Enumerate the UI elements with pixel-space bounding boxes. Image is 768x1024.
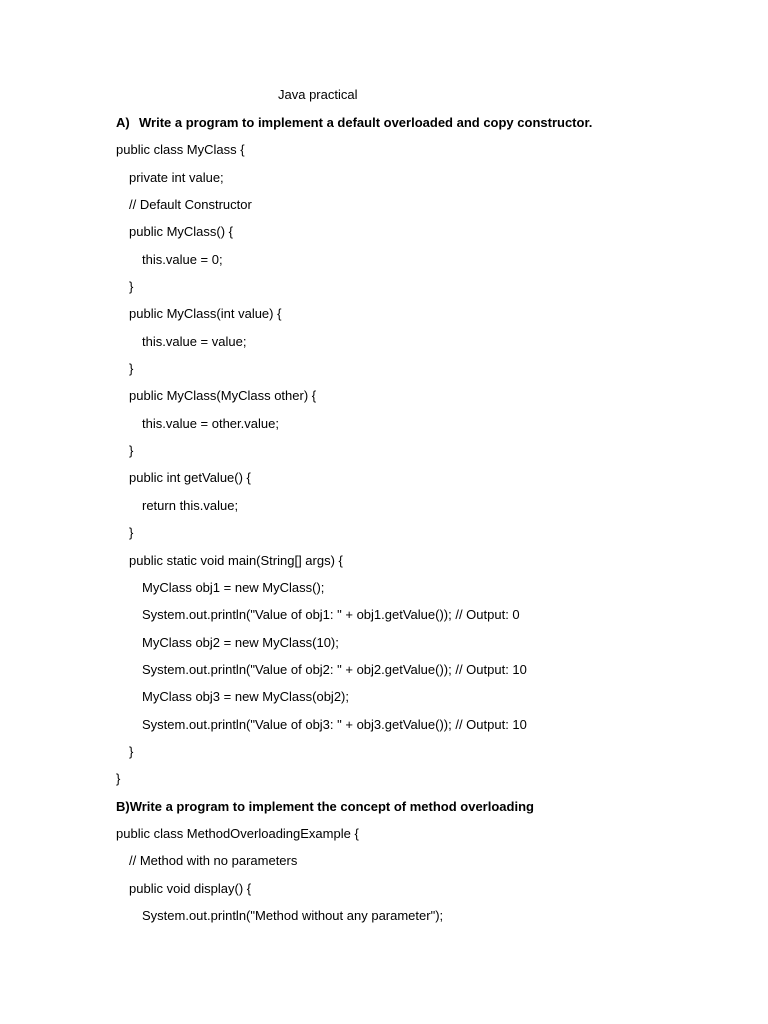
line-text: System.out.println("Value of obj3: " + obj3.getValue()); // Output: 10	[142, 716, 527, 732]
line-text: return this.value;	[142, 497, 239, 513]
section-heading	[116, 115, 756, 142]
code-line	[116, 881, 756, 908]
code-line	[116, 334, 756, 361]
code-line	[116, 224, 756, 251]
line-text: // Method with no parameters	[129, 853, 298, 869]
line-text: B)Write a program to implement the concept of method overloading	[116, 798, 534, 814]
line-text: Write a program to implement a default overloaded and copy constructor.	[139, 115, 593, 130]
line-text: MyClass obj3 = new MyClass(obj2);	[142, 689, 349, 705]
heading-marker: A)	[116, 115, 130, 130]
code-line	[116, 279, 756, 306]
code-line	[116, 388, 756, 415]
line-text: public int getValue() {	[129, 470, 251, 486]
line-text: MyClass obj1 = new MyClass();	[142, 579, 325, 595]
code-line	[116, 662, 756, 689]
document-title: Java practical	[278, 87, 358, 102]
line-text: System.out.println("Method without any parameter");	[142, 907, 444, 923]
section-heading	[116, 799, 756, 826]
line-text: }	[129, 443, 134, 459]
code-line	[116, 607, 756, 634]
line-text: public class MyClass {	[116, 142, 245, 158]
line-text: System.out.println("Value of obj1: " + obj1.getValue()); // Output: 0	[142, 607, 520, 623]
code-line	[116, 443, 756, 470]
code-line	[116, 525, 756, 552]
code-line	[116, 470, 756, 497]
line-text: }	[129, 525, 134, 541]
line-text: }	[129, 361, 134, 377]
code-line	[116, 908, 756, 935]
code-line	[116, 306, 756, 333]
code-line	[116, 744, 756, 771]
code-line	[116, 197, 756, 224]
code-line	[116, 498, 756, 525]
document-body	[116, 115, 756, 935]
code-line	[116, 717, 756, 744]
line-text: // Default Constructor	[129, 197, 252, 213]
code-line	[116, 361, 756, 388]
code-line	[116, 252, 756, 279]
code-line	[116, 170, 756, 197]
line-text: public MyClass(MyClass other) {	[129, 388, 317, 404]
code-line	[116, 826, 756, 853]
line-text: System.out.println("Value of obj2: " + obj2.getValue()); // Output: 10	[142, 661, 527, 677]
line-text: public class MethodOverloadingExample {	[116, 825, 359, 841]
line-text: public static void main(String[] args) {	[129, 552, 343, 568]
line-text: public MyClass(int value) {	[129, 306, 282, 322]
line-text: }	[129, 279, 134, 295]
code-line	[116, 771, 756, 798]
code-line	[116, 853, 756, 880]
code-line	[116, 635, 756, 662]
line-text: this.value = 0;	[142, 251, 223, 267]
code-line	[116, 142, 756, 169]
line-text: this.value = other.value;	[142, 415, 279, 431]
code-line	[116, 689, 756, 716]
line-text: private int value;	[129, 169, 224, 185]
code-line	[116, 416, 756, 443]
line-text: public void display() {	[129, 880, 252, 896]
line-text: }	[129, 743, 134, 759]
line-text: }	[116, 771, 121, 787]
code-line	[116, 580, 756, 607]
code-line	[116, 553, 756, 580]
line-text: MyClass obj2 = new MyClass(10);	[142, 634, 339, 650]
line-text: public MyClass() {	[129, 224, 234, 240]
line-text: this.value = value;	[142, 333, 247, 349]
